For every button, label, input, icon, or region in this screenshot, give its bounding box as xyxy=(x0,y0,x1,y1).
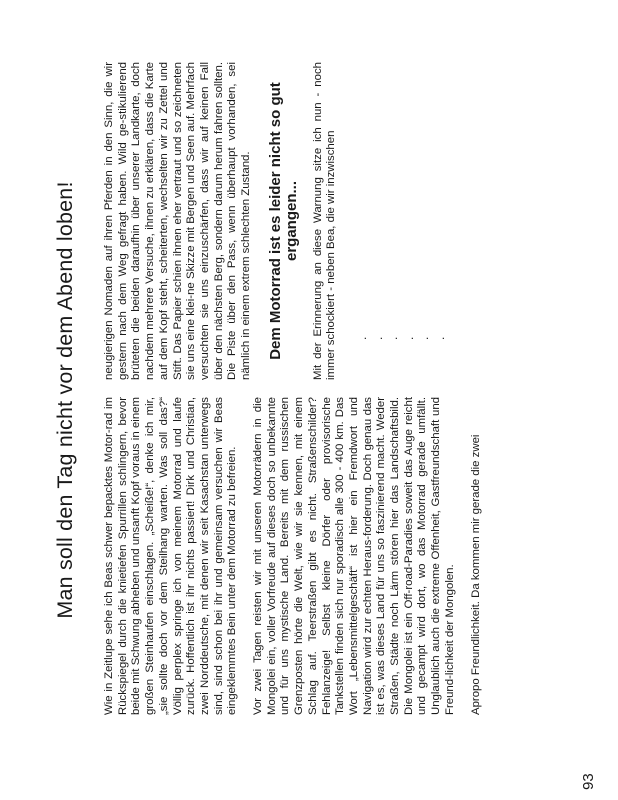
page-title: Man soll den Tag nicht vor dem Abend loben! xyxy=(53,181,77,619)
paragraph: Apropo Freundlichkeit. Da kommen mir gerade die zwei xyxy=(469,434,482,715)
dot: . xyxy=(417,336,432,340)
paragraph: Wie in Zeitlupe sehe ich Beas schwer bepacktes Motor-rad im Rückspiegel durch die knietiefen Spurrillen schlingern, bevor beide mit Schwung abheben und unsanft Kopf voraus in einem großen Steinhaufen einschlagen. „Scheiße!“, denke ich mir, „sie sollte doch vor dem Steilhang warten. Was soll das?“ Völlig perplex springe ich von meinem Motorrad und laufe zurück. Hoffentlich ist ihr nichts passiert! Dirk und Christian, zwei Norddeutsche, mit denen wir seit Kasachstan unterwegs sind, sind schon bei ihr und gemeinsam versuchen wir Beas eingeklemmtes Bein unter dem Motorrad zu befreien. xyxy=(103,397,239,715)
section-heading: Dem Motorrad ist es leider nicht so gut ergangen... xyxy=(266,82,300,360)
paragraph: neugierigen Nomaden auf ihren Pferden in den Sinn, die wir gestern nach dem Weg gefragt haben. Wild ge-stikulierend brüteten die beiden daraufhin über unserer Landkarte, doch nachdem mehrere Versuche, ihnen zu erklären, dass die Karte auf dem Kopf steht, scheiterten, wechselten wir zu Zettel und Stift. Das Papier schien ihnen eher vertraut und so zeichneten sie uns eine klei-ne Skizze mit Bergen und Seen auf. Mehrfach versuchten sie uns einzuschärfen, dass wir auf keinen Fall über den nächsten Berg, sondern darum herum fahren sollten. Die Piste über den Pass, wenn überhaupt vorhanden, sei nämlich in einem extrem schlechten Zustand. xyxy=(103,62,253,380)
text-column-left xyxy=(103,397,483,715)
text-column-right xyxy=(103,62,448,380)
page-number: 93 xyxy=(580,773,597,790)
dot: . xyxy=(355,336,370,340)
dot: . xyxy=(370,336,385,340)
paragraph: Vor zwei Tagen reisten wir mit unseren Motorrädern in die Mongolei ein, voller Vorfreude auf dieses doch so unbekannte und für uns mystische Land. Bereits mit dem russischen Grenzposten hörte die Welt, wie wir sie kennen, mit einem Schlag auf. Teerstraßen gibt es nicht. Straßenschilder? Fehlanzeige! Selbst kleine Dörfer oder provisorische Tankstellen finden sich nur sporadisch alle 300 - 400 km. Das Wort „Lebensmittelgeschäft“ ist hier ein Fremdwort und Navigation wird zur echten Heraus-forderung. Doch genau das ist es, was dieses Land für uns so faszinierend macht. Weder Straßen, Städte noch Lärm stören hier das Landschaftsbild. Die Mongolei ist ein Off-road-Paradies soweit das Auge reicht und gecampt wird dort, wo das Motorrad gerade umfällt. Unglaublich auch die extreme Offenheit, Gastfreundschaft und Freund-lichkeit der Mongolen. xyxy=(252,397,456,715)
ellipsis-dots xyxy=(355,62,448,380)
dot: . xyxy=(401,336,416,340)
dot: . xyxy=(386,336,401,340)
dot: . xyxy=(432,336,447,340)
paragraph: Mit der Erinnerung an diese Warnung sitze ich nun - noch immer schockiert - neben Bea, die wir inzwischen xyxy=(311,62,338,380)
